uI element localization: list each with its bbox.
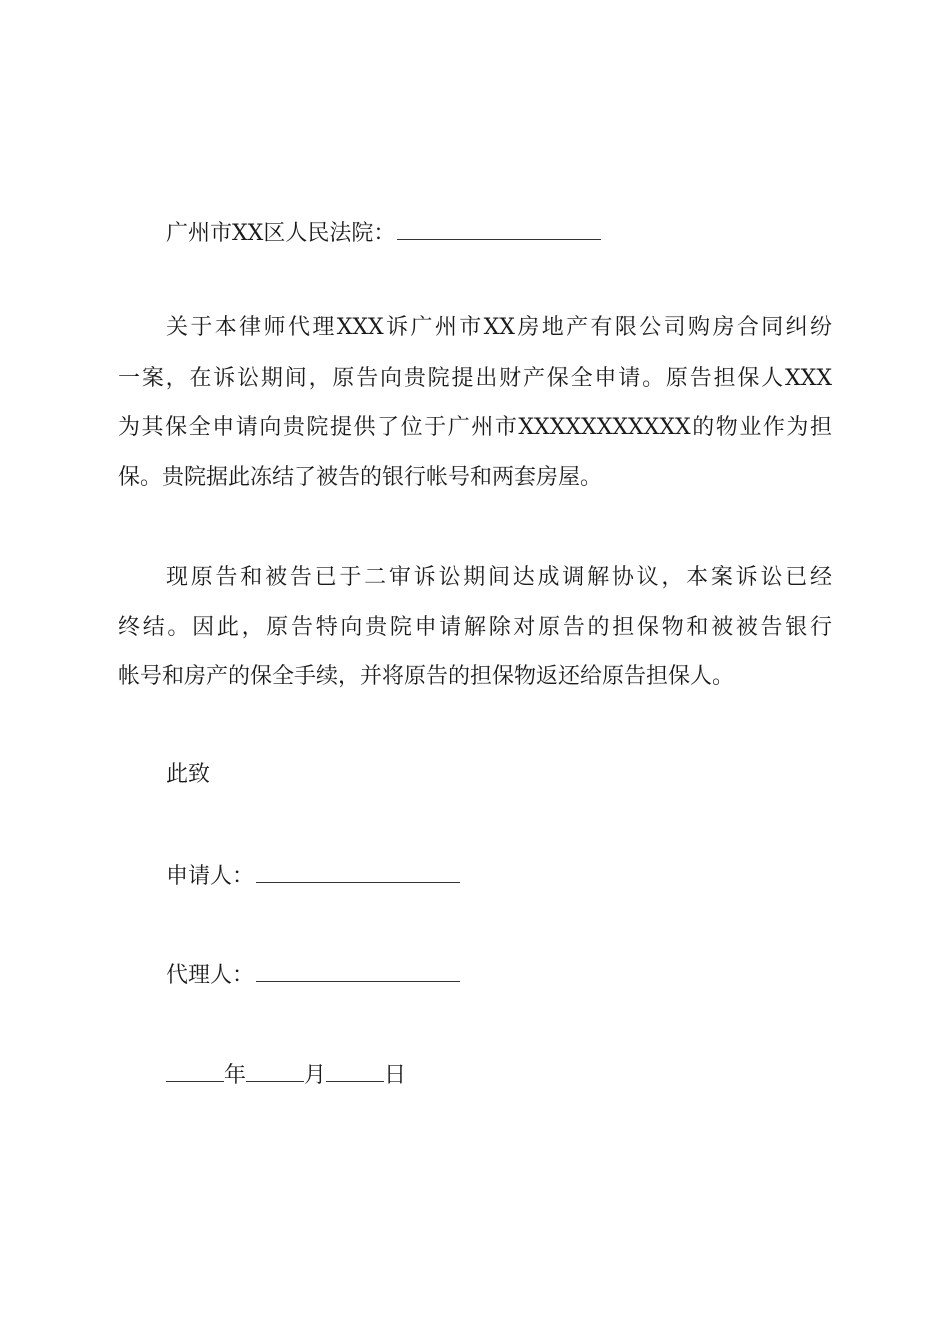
year-label: 年 — [224, 1063, 247, 1088]
applicant-blank — [256, 862, 460, 883]
agent-line — [166, 961, 460, 989]
month-label: 月 — [304, 1063, 327, 1088]
day-blank — [326, 1061, 384, 1082]
month-blank — [246, 1061, 304, 1082]
applicant-line — [166, 862, 460, 890]
paragraph2-line-2: 终结。因此，原告特向贵院申请解除对原告的担保物和被被告银行 — [118, 615, 832, 640]
day-label: 日 — [384, 1063, 407, 1088]
paragraph1-line-4: 保。贵院据此冻结了被告的银行帐号和两套房屋。 — [118, 465, 603, 490]
addressee-label: 广州市XX区人民法院： — [166, 221, 396, 246]
paragraph2-line-3: 帐号和房产的保全手续，并将原告的担保物返还给原告担保人。 — [118, 664, 735, 689]
paragraph1-line-1: 关于本律师代理XXX诉广州市XX房地产有限公司购房合同纠纷 — [166, 315, 832, 340]
salutation: 此致 — [166, 762, 211, 787]
paragraph2-line-1: 现原告和被告已于二审诉讼期间达成调解协议，本案诉讼已经 — [166, 565, 832, 590]
applicant-label: 申请人： — [166, 864, 255, 889]
agent-label: 代理人： — [166, 963, 255, 988]
paragraph1-line-3: 为其保全申请向贵院提供了位于广州市XXXXXXXXXXX的物业作为担 — [118, 415, 832, 440]
agent-blank — [256, 961, 460, 982]
addressee-line — [166, 219, 601, 247]
date-line — [166, 1061, 406, 1089]
paragraph1-line-2: 一案，在诉讼期间，原告向贵院提出财产保全申请。原告担保人XXX — [118, 366, 832, 391]
year-blank — [166, 1061, 224, 1082]
addressee-blank — [397, 219, 601, 240]
